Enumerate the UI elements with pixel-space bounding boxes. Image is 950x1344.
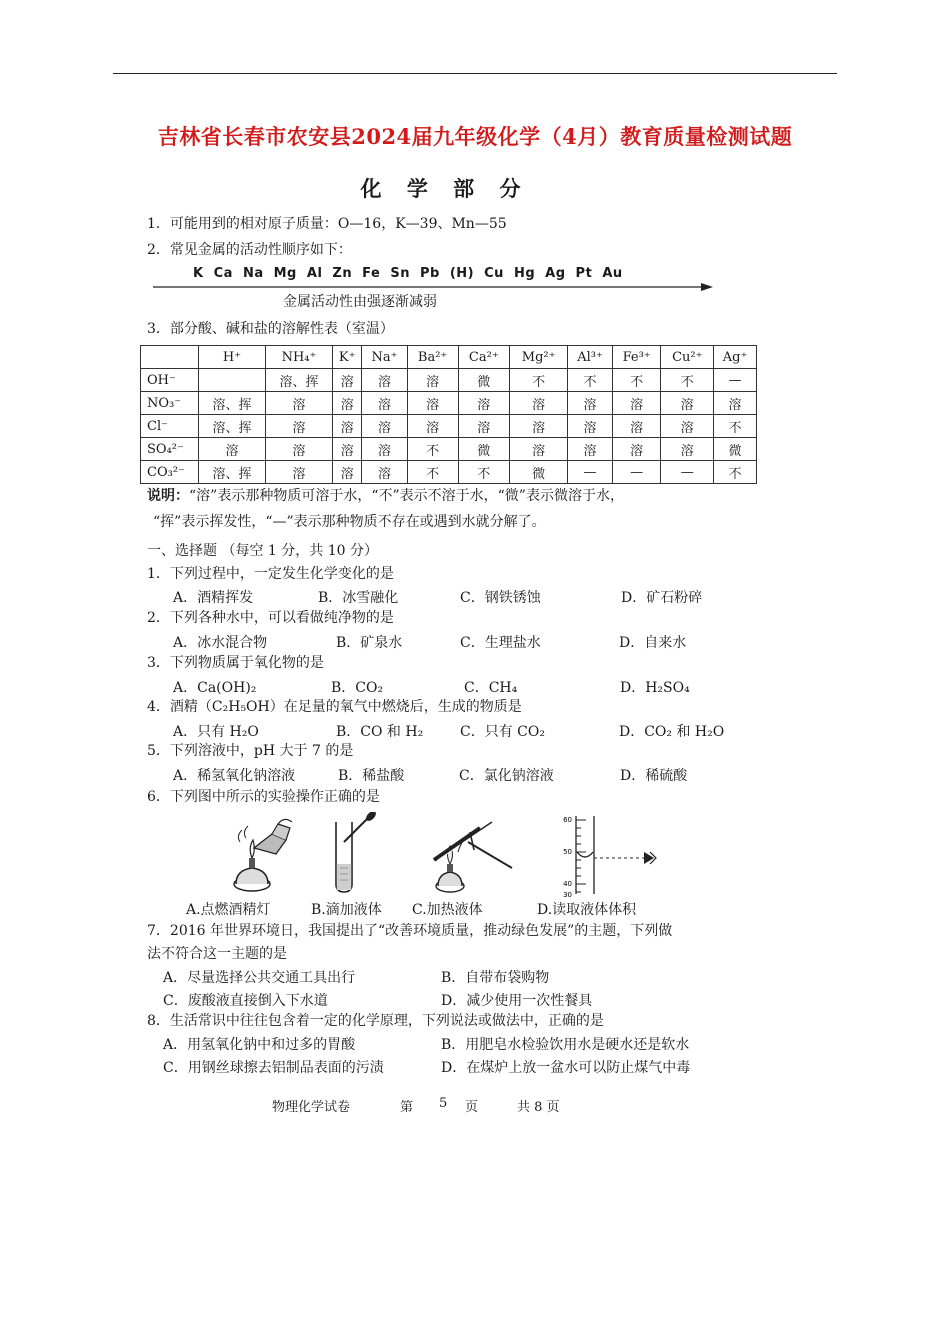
table-header-cell: Ba²⁺ — [407, 346, 458, 369]
table-header-cell: Cu²⁺ — [661, 346, 714, 369]
table-cell: 溶、挥 — [199, 415, 266, 438]
figure-caption: C.加热液体 — [412, 902, 483, 918]
table-cell: 溶 — [407, 415, 458, 438]
answer-option: A．只有 H₂O — [173, 724, 259, 740]
question-stem: 2．下列各种水中，可以看做纯净物的是 — [147, 610, 394, 626]
table-row-header: SO₄²⁻ — [141, 438, 199, 461]
table-cell: 不 — [568, 369, 613, 392]
answer-option: B．冰雪融化 — [318, 590, 399, 606]
table-cell: 不 — [510, 369, 568, 392]
table-cell — [199, 369, 266, 392]
table-cell: 溶 — [362, 461, 407, 484]
answer-option: D．H₂SO₄ — [620, 680, 690, 696]
table-row-header: Cl⁻ — [141, 415, 199, 438]
table-cell: 溶 — [612, 438, 661, 461]
table-corner-cell — [141, 346, 199, 369]
table-cell: 溶 — [266, 461, 333, 484]
cylinder-tick-label: 30 — [563, 891, 572, 898]
table-cell: — — [714, 369, 757, 392]
footer-page-total: 共 8 页 — [517, 1100, 560, 1115]
metal-activity-series: K Ca Na Mg Al Zn Fe Sn Pb (H) Cu Hg Ag Pt Au — [193, 266, 623, 281]
answer-option: B．CO₂ — [331, 680, 384, 696]
table-cell: 微 — [458, 369, 510, 392]
table-cell: 溶 — [458, 415, 510, 438]
table-cell: 溶 — [568, 438, 613, 461]
answer-option: B．矿泉水 — [336, 635, 403, 651]
answer-option: C．用钢丝球擦去铝制品表面的污渍 — [163, 1060, 384, 1076]
lighting-alcohol-lamp-figure — [232, 812, 302, 898]
table-cell: 溶 — [333, 438, 362, 461]
table-cell: 溶、挥 — [199, 392, 266, 415]
answer-option: A．尽量选择公共交通工具出行 — [163, 970, 356, 986]
question-stem: 5．下列溶液中，pH 大于 7 的是 — [147, 743, 354, 759]
table-cell: 溶、挥 — [266, 369, 333, 392]
legend-note-label: 说明： — [147, 488, 189, 504]
table-cell: 溶 — [661, 392, 714, 415]
table-header-cell: H⁺ — [199, 346, 266, 369]
cylinder-tick-label: 50 — [563, 848, 572, 856]
answer-option: A．酒精挥发 — [173, 590, 254, 606]
table-cell: 溶 — [266, 415, 333, 438]
table-cell: 不 — [407, 438, 458, 461]
table-cell: 溶 — [362, 438, 407, 461]
answer-option: A．冰水混合物 — [173, 635, 268, 651]
answer-option: D．矿石粉碎 — [621, 590, 703, 606]
table-row — [141, 392, 757, 415]
table-cell: 溶 — [458, 392, 510, 415]
table-cell: 微 — [714, 438, 757, 461]
table-row-header: NO₃⁻ — [141, 392, 199, 415]
footer-page-prefix: 第 — [400, 1100, 414, 1115]
table-cell: 溶、挥 — [199, 461, 266, 484]
question-stem: 1．下列过程中，一定发生化学变化的是 — [147, 566, 394, 582]
figure-caption: B.滴加液体 — [311, 902, 382, 918]
table-cell: 不 — [714, 461, 757, 484]
table-cell: 溶 — [568, 415, 613, 438]
table-cell: 溶 — [333, 415, 362, 438]
table-cell: 溶 — [568, 392, 613, 415]
solubility-table — [140, 345, 757, 484]
answer-option: C．钢铁锈蚀 — [460, 590, 541, 606]
legend-note-line1 — [147, 487, 624, 505]
table-cell: 溶 — [407, 369, 458, 392]
table-cell: 不 — [407, 461, 458, 484]
answer-option: B．自带布袋购物 — [441, 970, 550, 986]
dropper-test-tube-figure — [330, 812, 382, 898]
activity-caption: 金属活动性由强逐渐减弱 — [283, 294, 437, 310]
table-row — [141, 438, 757, 461]
table-cell: 溶 — [612, 392, 661, 415]
answer-option: A．Ca(OH)₂ — [173, 680, 257, 696]
answer-option: B．稀盐酸 — [338, 768, 405, 784]
note-metal-activity: 2．常见金属的活动性顺序如下： — [147, 242, 352, 258]
part1-heading: 一、选择题 （每空 1 分，共 10 分） — [147, 543, 378, 559]
footer-page-number: 5 — [439, 1096, 448, 1111]
answer-option: A．稀氢氧化钠溶液 — [173, 768, 296, 784]
page-title: 吉林省长春市农安县2024届九年级化学（4月）教育质量检测试题 — [157, 124, 793, 149]
question-stem: 6．下列图中所示的实验操作正确的是 — [147, 789, 380, 805]
table-cell: 溶 — [362, 369, 407, 392]
answer-option: C．废酸液直接倒入下水道 — [163, 993, 328, 1009]
activity-arrow — [153, 282, 713, 292]
heating-liquid-figure — [432, 812, 518, 898]
answer-option: C．生理盐水 — [460, 635, 541, 651]
table-row — [141, 461, 757, 484]
table-cell: 溶 — [333, 369, 362, 392]
header-rule — [113, 73, 837, 74]
cylinder-tick-label: 40 — [563, 880, 572, 888]
cylinder-tick-label: 60 — [563, 816, 572, 824]
table-header-cell: Ag⁺ — [714, 346, 757, 369]
table-cell: 溶 — [362, 392, 407, 415]
graduated-cylinder-figure — [558, 812, 668, 898]
table-cell: 溶 — [266, 438, 333, 461]
answer-option: C．只有 CO₂ — [460, 724, 545, 740]
question-stem: 4．酒精（C₂H₅OH）在足量的氧气中燃烧后，生成的物质是 — [147, 699, 522, 715]
footer-paper-name: 物理化学试卷 — [272, 1100, 351, 1115]
legend-note-line2: “挥”表示挥发性，“—”表示那种物质不存在或遇到水就分解了。 — [153, 514, 546, 530]
table-header-cell: Mg²⁺ — [510, 346, 568, 369]
answer-option: B．CO 和 H₂ — [336, 724, 424, 740]
answer-option: A．用氢氧化钠中和过多的胃酸 — [163, 1037, 356, 1053]
table-cell: — — [568, 461, 613, 484]
table-cell: 溶 — [661, 438, 714, 461]
table-row-header: CO₃²⁻ — [141, 461, 199, 484]
table-cell: 不 — [661, 369, 714, 392]
note-solubility: 3．部分酸、碱和盐的溶解性表（室温） — [147, 321, 394, 337]
question-stem-continued: 法不符合这一主题的是 — [147, 946, 287, 962]
answer-option: D．减少使用一次性餐具 — [441, 993, 593, 1009]
table-header-cell: K⁺ — [333, 346, 362, 369]
table-header-cell: Fe³⁺ — [612, 346, 661, 369]
table-header-cell: Na⁺ — [362, 346, 407, 369]
footer-page-suffix: 页 — [465, 1100, 479, 1115]
table-row-header: OH⁻ — [141, 369, 199, 392]
table-cell: 溶 — [199, 438, 266, 461]
table-cell: — — [661, 461, 714, 484]
table-cell: 溶 — [714, 392, 757, 415]
note-atomic-masses: 1．可能用到的相对原子质量：O—16，K—39、Mn—55 — [147, 216, 507, 232]
table-header-cell: Ca²⁺ — [458, 346, 510, 369]
table-header-cell: Al³⁺ — [568, 346, 613, 369]
table-cell: 溶 — [510, 438, 568, 461]
table-cell: 溶 — [510, 415, 568, 438]
answer-option: D．在煤炉上放一盆水可以防止煤气中毒 — [441, 1060, 691, 1076]
table-cell: 不 — [458, 461, 510, 484]
figure-caption: A.点燃酒精灯 — [186, 902, 271, 918]
table-cell: 不 — [714, 415, 757, 438]
table-cell: 溶 — [407, 392, 458, 415]
answer-option: D．自来水 — [619, 635, 687, 651]
table-header-row — [141, 346, 757, 369]
answer-option: C．氯化钠溶液 — [459, 768, 554, 784]
table-cell: 溶 — [510, 392, 568, 415]
table-row — [141, 415, 757, 438]
table-cell: 溶 — [333, 461, 362, 484]
table-cell: 溶 — [362, 415, 407, 438]
table-cell: 微 — [458, 438, 510, 461]
table-cell: — — [612, 461, 661, 484]
answer-option: B．用肥皂水检验饮用水是硬水还是软水 — [441, 1037, 690, 1053]
table-cell: 不 — [612, 369, 661, 392]
answer-option: D．CO₂ 和 H₂O — [619, 724, 725, 740]
table-header-cell: NH₄⁺ — [266, 346, 333, 369]
legend-note-text: “溶”表示那种物质可溶于水，“不”表示不溶于水，“微”表示微溶于水， — [189, 488, 624, 504]
table-row — [141, 369, 757, 392]
table-cell: 溶 — [266, 392, 333, 415]
question-stem: 7．2016 年世界环境日，我国提出了“改善环境质量，推动绿色发展”的主题，下列做 — [147, 923, 673, 939]
table-cell: 溶 — [333, 392, 362, 415]
question-stem: 8．生活常识中往往包含着一定的化学原理，下列说法或做法中，正确的是 — [147, 1013, 604, 1029]
question-stem: 3．下列物质属于氧化物的是 — [147, 655, 324, 671]
answer-option: C．CH₄ — [464, 680, 518, 696]
table-cell: 溶 — [612, 415, 661, 438]
section-title: 化 学 部 分 — [360, 176, 530, 201]
figure-caption: D.读取液体体积 — [537, 902, 637, 918]
table-cell: 溶 — [661, 415, 714, 438]
table-cell: 微 — [510, 461, 568, 484]
answer-option: D．稀硫酸 — [620, 768, 688, 784]
